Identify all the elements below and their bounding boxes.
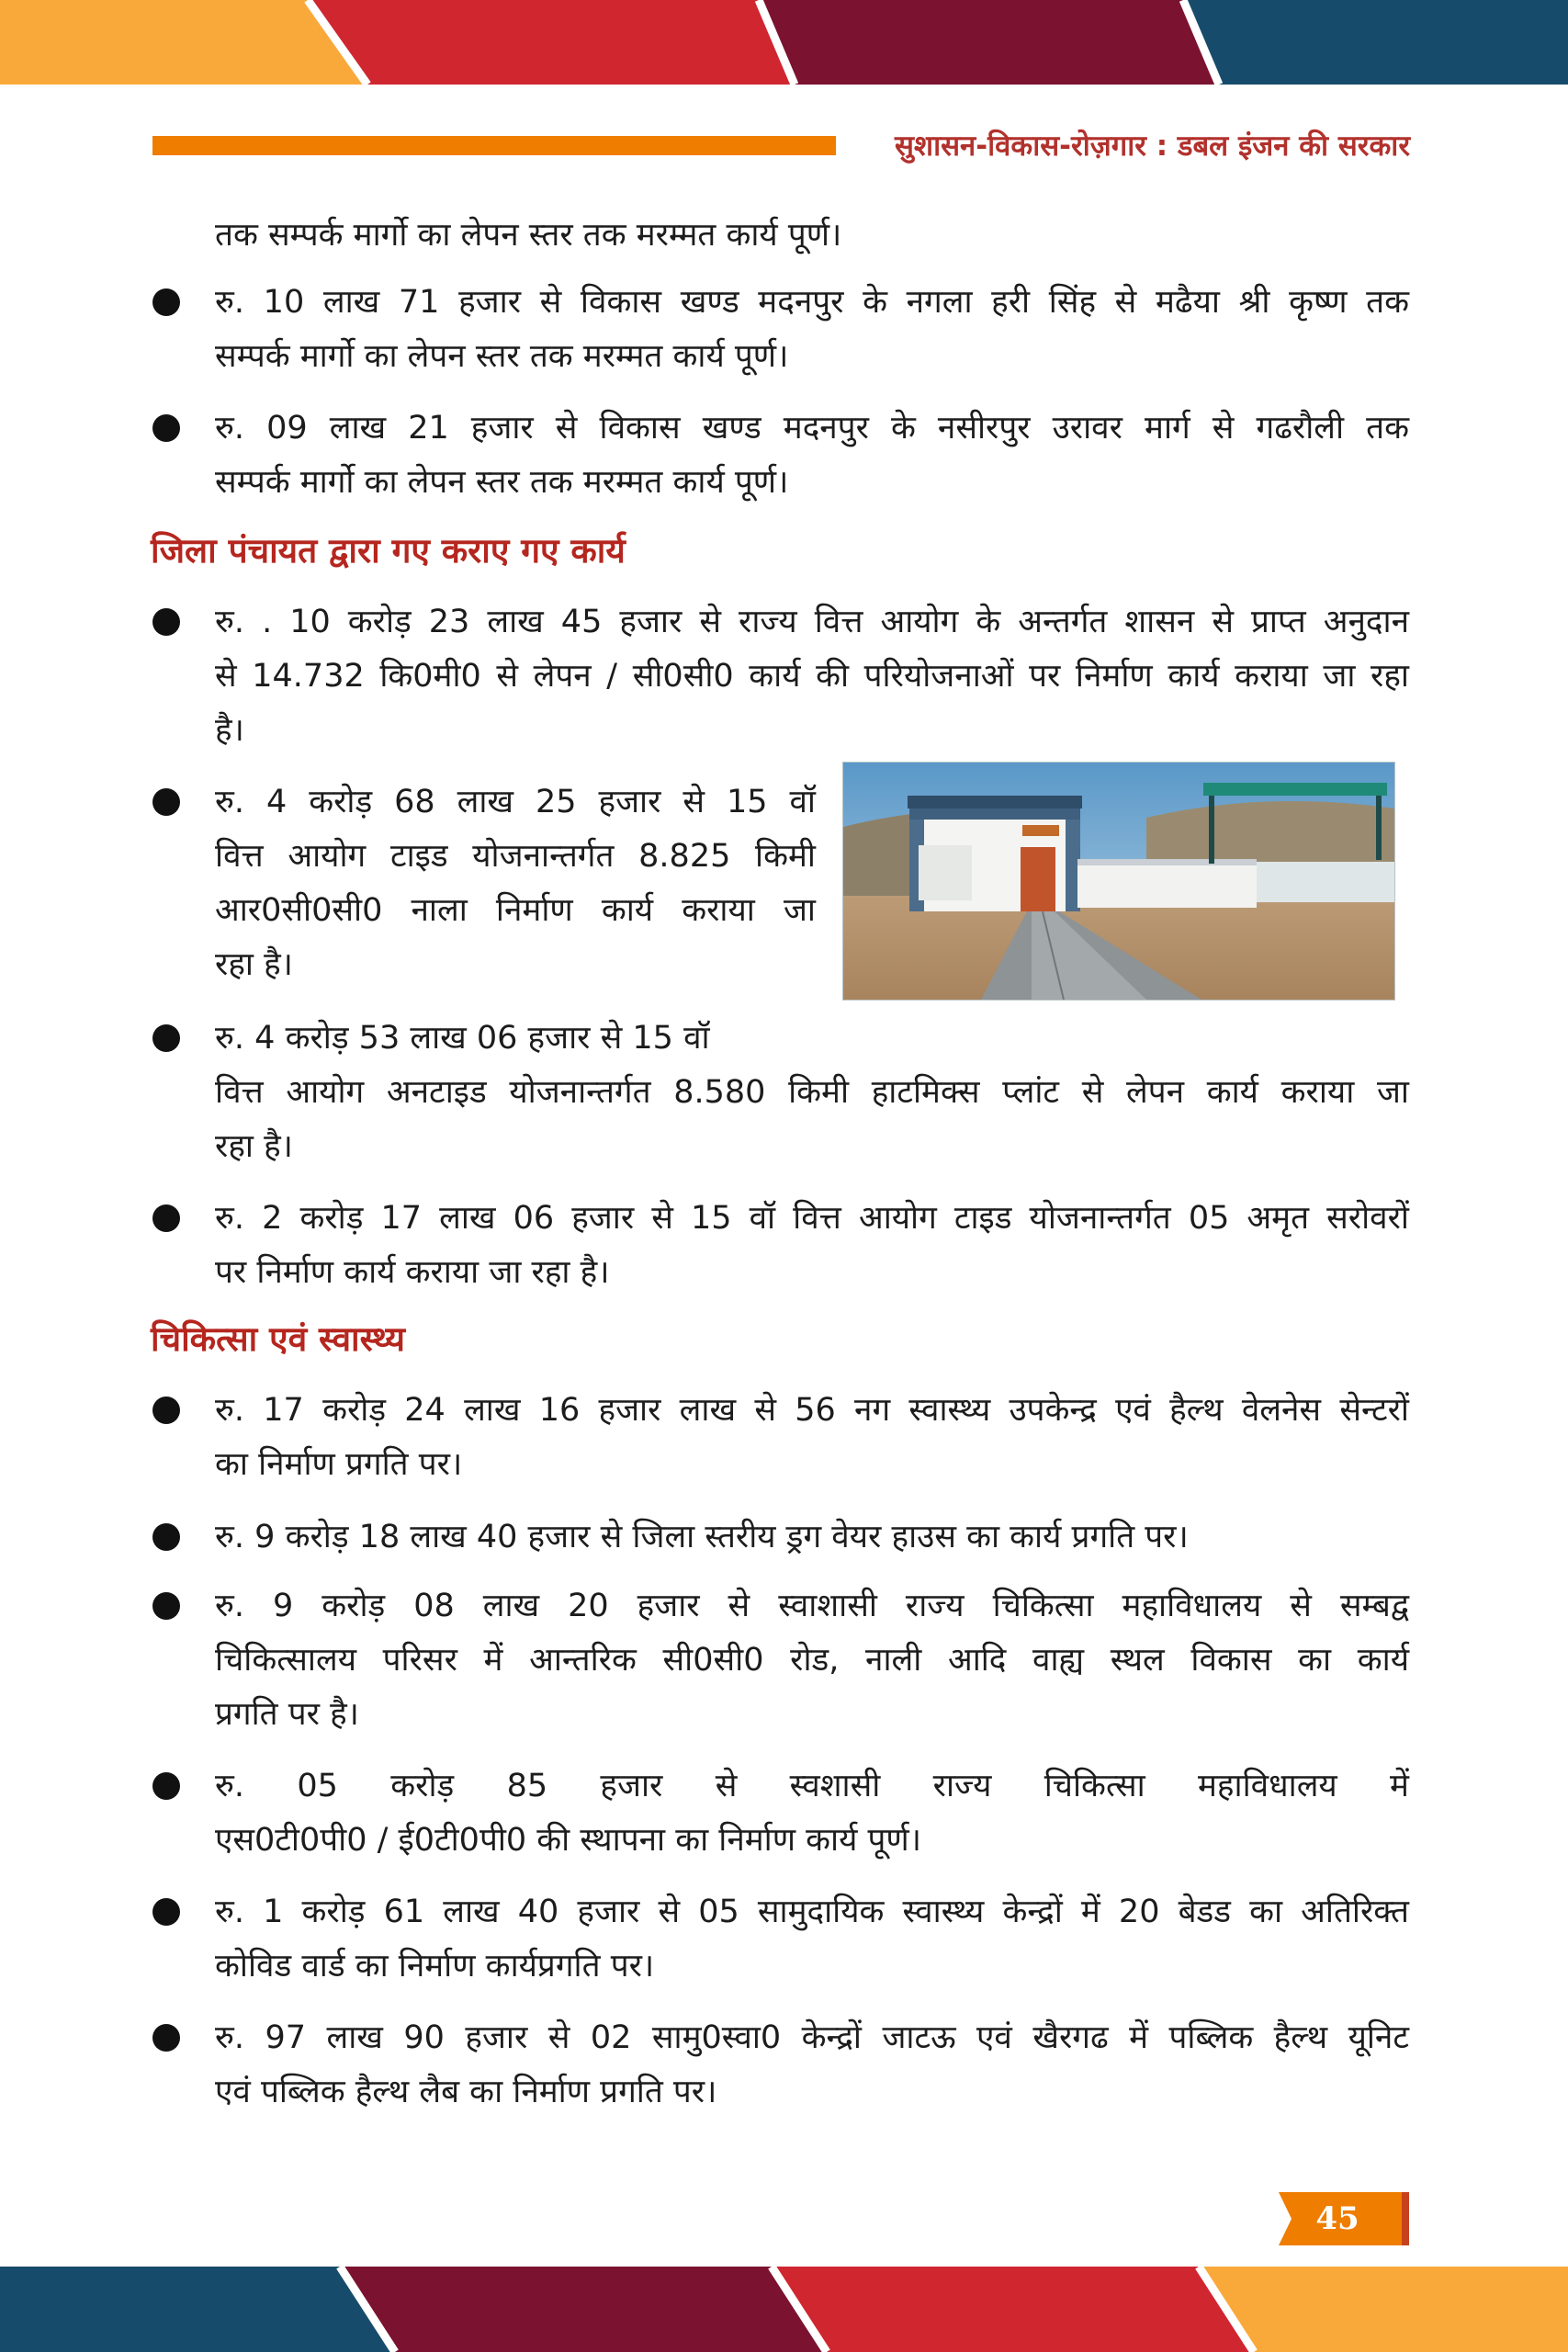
bullet-dot [152, 2024, 180, 2052]
list-item-line: रु. . 10 करोड़ 23 लाख 45 हजार से राज्य वित्त आयोग के अन्तर्गत शासन से प्राप्त अनुदान [215, 604, 1409, 640]
list-item-line: है। [215, 712, 244, 749]
building-photo [842, 762, 1395, 1001]
list-item-line: एस0टी0पी0 / ई0टी0पी0 की स्थापना का निर्माण कार्य पूर्ण। [215, 1822, 921, 1859]
page-number: 45 [1315, 2200, 1359, 2237]
list-item-line: रु. 1 करोड़ 61 लाख 40 हजार से 05 सामुदायिक स्वास्थ्य केन्द्रों में 20 बेडड का अतिरिक्त [215, 1894, 1409, 1930]
bullet-dot [152, 788, 180, 816]
bullet-dot [152, 1898, 180, 1926]
list-item-line: रु. 10 लाख 71 हजार से विकास खण्ड मदनपुर के नगला हरी सिंह से मढैया श्री कृष्ण तक [215, 284, 1409, 321]
bullet-dot [152, 608, 180, 636]
list-item-line: रु. 9 करोड़ 08 लाख 20 हजार से स्वाशासी राज्य चिकित्सा महाविधालय से सम्बद्व [215, 1588, 1409, 1624]
running-header-title: सुशासन-विकास-रोज़गार : डबल इंजन की सरकार [895, 130, 1410, 163]
list-item-line: का निर्माण प्रगति पर। [215, 1446, 463, 1483]
list-item-line: सम्पर्क मार्गो का लेपन स्तर तक मरम्मत कार्य पूर्ण। [215, 464, 789, 501]
list-item-line: रु. 4 करोड़ 53 लाख 06 हजार से 15 वॉ [215, 1020, 710, 1057]
list-item-line: रु. 9 करोड़ 18 लाख 40 हजार से जिला स्तरीय ड्रग वेयर हाउस का कार्य प्रगति पर। [215, 1519, 1189, 1555]
bullet-dot [152, 1024, 180, 1052]
section-heading-health: चिकित्सा एवं स्वास्थ्य [151, 1319, 405, 1359]
band-maroon [759, 0, 1219, 85]
band-navy [0, 2267, 395, 2352]
list-item-line: आर0सी0सी0 नाला निर्माण कार्य कराया जा [215, 892, 816, 929]
intro-line: तक सम्पर्क मार्गो का लेपन स्तर तक मरम्मत कार्य पूर्ण। [215, 217, 842, 254]
list-item-line: प्रगति पर है। [215, 1696, 359, 1733]
bottom-color-band [0, 2267, 1568, 2352]
list-item-line: पर निर्माण कार्य कराया जा रहा है। [215, 1254, 610, 1291]
list-item-line: चिकित्सालय परिसर में आन्तरिक सी0सी0 रोड, नाली आदि वाह्य स्थल विकास का कार्य [215, 1642, 1409, 1679]
list-item-line: रहा है। [215, 946, 293, 983]
bullet-dot [152, 1396, 180, 1424]
bullet-dot [152, 414, 180, 442]
list-item-line: वित्त आयोग टाइड योजनान्तर्गत 8.825 किमी [215, 838, 816, 875]
band-red [308, 0, 795, 85]
band-maroon [340, 2267, 827, 2352]
band-red [772, 2267, 1254, 2352]
list-item-line: से 14.732 कि0मी0 से लेपन / सी0सी0 कार्य की परियोजनाओं पर निर्माण कार्य कराया जा रहा [215, 658, 1409, 695]
list-item-line: रु. 4 करोड़ 68 लाख 25 हजार से 15 वॉ [215, 784, 816, 820]
section-heading-panchayat: जिला पंचायत द्वारा गए कराए गए कार्य [151, 531, 626, 571]
list-item-line: रु. 2 करोड़ 17 लाख 06 हजार से 15 वॉ वित्त आयोग टाइड योजनान्तर्गत 05 अमृत सरोवरों [215, 1200, 1409, 1237]
bullet-dot [152, 1523, 180, 1551]
bullet-dot [152, 288, 180, 316]
band-navy [1183, 0, 1568, 85]
bullet-dot [152, 1204, 180, 1232]
header-rule [152, 136, 836, 155]
list-item-line: रु. 09 लाख 21 हजार से विकास खण्ड मदनपुर के नसीरपुर उरावर मार्ग से गढरौली तक [215, 410, 1409, 447]
list-item-line: रु. 17 करोड़ 24 लाख 16 हजार लाख से 56 नग स्वास्थ्य उपकेन्द्र एवं हैल्थ वेलनेस सेन्टरों [215, 1392, 1409, 1429]
bullet-dot [152, 1772, 180, 1800]
list-item-line: रु. 05 करोड़ 85 हजार से स्वशासी राज्य चिकित्सा महाविधालय में [215, 1768, 1409, 1804]
list-item-line: रु. 97 लाख 90 हजार से 02 सामु0स्वा0 केन्द्रों जाटऊ एवं खैरगढ में पब्लिक हैल्थ यूनिट [215, 2019, 1409, 2056]
list-item-line: कोविड वार्ड का निर्माण कार्यप्रगति पर। [215, 1948, 655, 1984]
list-item-line: रहा है। [215, 1128, 293, 1165]
bullet-dot [152, 1592, 180, 1620]
top-color-band [0, 0, 1568, 85]
list-item-line: सम्पर्क मार्गो का लेपन स्तर तक मरम्मत कार्य पूर्ण। [215, 338, 789, 375]
list-item-line: वित्त आयोग अनटाइड योजनान्तर्गत 8.580 किमी हाटमिक्स प्लांट से लेपन कार्य कराया जा [215, 1074, 1409, 1111]
list-item-line: एवं पब्लिक हैल्थ लैब का निर्माण प्रगति पर। [215, 2074, 717, 2110]
